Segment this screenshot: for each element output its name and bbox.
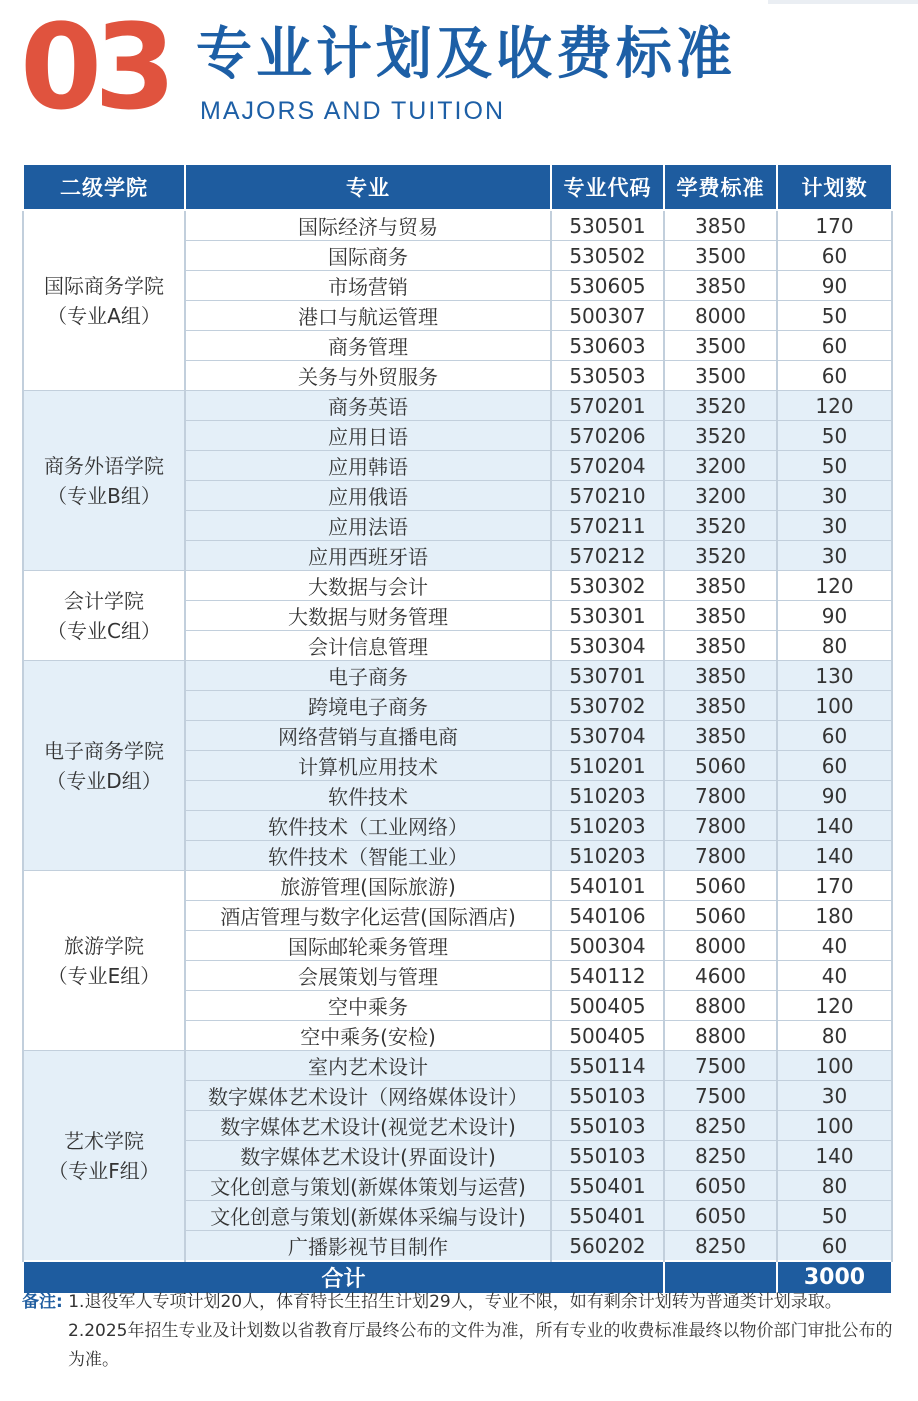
major-cell: 国际邮轮乘务管理 — [185, 931, 551, 961]
code-cell: 530701 — [551, 661, 664, 691]
major-cell: 大数据与会计 — [185, 571, 551, 601]
table-row — [23, 1051, 892, 1081]
section-number: 03 — [20, 8, 169, 120]
code-cell: 550103 — [551, 1141, 664, 1171]
fee-cell: 3850 — [664, 691, 777, 721]
college-group: （专业A组） — [47, 303, 161, 328]
code-cell: 540101 — [551, 871, 664, 901]
plan-cell: 80 — [777, 1171, 892, 1201]
page-header — [0, 0, 918, 150]
code-cell: 530704 — [551, 721, 664, 751]
major-cell: 数字媒体艺术设计（网络媒体设计） — [185, 1081, 551, 1111]
code-cell: 570206 — [551, 421, 664, 451]
major-cell: 酒店管理与数字化运营(国际酒店) — [185, 901, 551, 931]
code-cell: 500304 — [551, 931, 664, 961]
plan-cell: 30 — [777, 541, 892, 571]
plan-cell: 30 — [777, 1081, 892, 1111]
plan-cell: 100 — [777, 1111, 892, 1141]
fee-cell: 3520 — [664, 541, 777, 571]
plan-cell: 100 — [777, 691, 892, 721]
fee-cell: 5060 — [664, 871, 777, 901]
table-header — [23, 164, 892, 210]
table-row — [23, 571, 892, 601]
code-cell: 530502 — [551, 241, 664, 271]
plan-cell: 60 — [777, 331, 892, 361]
college-name: 会计学院 — [64, 588, 144, 613]
fee-cell: 5060 — [664, 901, 777, 931]
code-cell: 560202 — [551, 1231, 664, 1262]
fee-cell: 8800 — [664, 1021, 777, 1051]
code-cell: 540112 — [551, 961, 664, 991]
major-cell: 室内艺术设计 — [185, 1051, 551, 1081]
notes-label: 备注: — [22, 1292, 63, 1312]
major-cell: 空中乘务 — [185, 991, 551, 1021]
college-name: 商务外语学院 — [44, 453, 164, 478]
plan-cell: 60 — [777, 241, 892, 271]
fee-cell: 6050 — [664, 1171, 777, 1201]
fee-cell: 7500 — [664, 1081, 777, 1111]
major-cell: 数字媒体艺术设计(视觉艺术设计) — [185, 1111, 551, 1141]
major-cell: 应用西班牙语 — [185, 541, 551, 571]
majors-table — [22, 163, 893, 1295]
plan-cell: 60 — [777, 721, 892, 751]
major-cell: 软件技术 — [185, 781, 551, 811]
plan-cell: 60 — [777, 361, 892, 391]
fee-cell: 3520 — [664, 391, 777, 421]
college-group: （专业E组） — [47, 963, 161, 988]
fee-cell: 8250 — [664, 1111, 777, 1141]
plan-cell: 30 — [777, 481, 892, 511]
note-1-text: 1.退役军人专项计划20人，体育特长生招生计划29人，专业不限，如有剩余计划转为普通类计划录取。 — [68, 1292, 842, 1312]
fee-cell: 8250 — [664, 1231, 777, 1262]
major-cell: 软件技术（工业网络） — [185, 811, 551, 841]
corner-decoration — [768, 0, 918, 4]
college-cell — [23, 1051, 185, 1262]
college-name: 艺术学院 — [64, 1128, 144, 1153]
fee-cell: 3200 — [664, 481, 777, 511]
plan-cell: 60 — [777, 1231, 892, 1262]
fee-cell: 8000 — [664, 301, 777, 331]
major-cell: 会展策划与管理 — [185, 961, 551, 991]
major-cell: 跨境电子商务 — [185, 691, 551, 721]
fee-cell: 3850 — [664, 721, 777, 751]
fee-cell: 3520 — [664, 511, 777, 541]
code-cell: 530503 — [551, 361, 664, 391]
header-plan: 计划数 — [777, 164, 892, 210]
fee-cell: 3500 — [664, 331, 777, 361]
code-cell: 500307 — [551, 301, 664, 331]
major-cell: 关务与外贸服务 — [185, 361, 551, 391]
fee-cell: 3850 — [664, 210, 777, 241]
fee-cell: 8800 — [664, 991, 777, 1021]
major-cell: 旅游管理(国际旅游) — [185, 871, 551, 901]
plan-cell: 120 — [777, 391, 892, 421]
code-cell: 510203 — [551, 811, 664, 841]
plan-cell: 50 — [777, 451, 892, 481]
fee-cell: 5060 — [664, 751, 777, 781]
major-cell: 空中乘务(安检) — [185, 1021, 551, 1051]
code-cell: 570211 — [551, 511, 664, 541]
fee-cell: 7800 — [664, 841, 777, 871]
major-cell: 电子商务 — [185, 661, 551, 691]
code-cell: 530304 — [551, 631, 664, 661]
code-cell: 550103 — [551, 1111, 664, 1141]
plan-cell: 170 — [777, 210, 892, 241]
college-group: （专业D组） — [46, 768, 162, 793]
major-cell: 数字媒体艺术设计(界面设计) — [185, 1141, 551, 1171]
fee-cell: 7800 — [664, 781, 777, 811]
fee-cell: 3520 — [664, 421, 777, 451]
fee-cell: 4600 — [664, 961, 777, 991]
code-cell: 570212 — [551, 541, 664, 571]
page-subtitle: MAJORS AND TUITION — [200, 97, 506, 125]
plan-cell: 180 — [777, 901, 892, 931]
plan-cell: 60 — [777, 751, 892, 781]
plan-cell: 140 — [777, 841, 892, 871]
code-cell: 550401 — [551, 1201, 664, 1231]
college-name: 电子商务学院 — [44, 738, 164, 763]
header-code: 专业代码 — [551, 164, 664, 210]
major-cell: 应用法语 — [185, 511, 551, 541]
plan-cell: 40 — [777, 931, 892, 961]
code-cell: 550114 — [551, 1051, 664, 1081]
code-cell: 530605 — [551, 271, 664, 301]
major-cell: 商务管理 — [185, 331, 551, 361]
header-fee: 学费标准 — [664, 164, 777, 210]
major-cell: 市场营销 — [185, 271, 551, 301]
fee-cell: 3200 — [664, 451, 777, 481]
table-body — [23, 210, 892, 1261]
college-cell — [23, 661, 185, 871]
plan-cell: 90 — [777, 271, 892, 301]
major-cell: 国际经济与贸易 — [185, 210, 551, 241]
fee-cell: 8250 — [664, 1141, 777, 1171]
fee-cell: 3850 — [664, 601, 777, 631]
major-cell: 会计信息管理 — [185, 631, 551, 661]
college-name: 国际商务学院 — [44, 273, 164, 298]
major-cell: 软件技术（智能工业） — [185, 841, 551, 871]
major-cell: 文化创意与策划(新媒体策划与运营) — [185, 1171, 551, 1201]
code-cell: 510203 — [551, 841, 664, 871]
major-cell: 文化创意与策划(新媒体采编与设计) — [185, 1201, 551, 1231]
fee-cell: 7500 — [664, 1051, 777, 1081]
code-cell: 510201 — [551, 751, 664, 781]
total-value: 3000 — [777, 1261, 892, 1294]
major-cell: 应用韩语 — [185, 451, 551, 481]
code-cell: 570204 — [551, 451, 664, 481]
fee-cell: 3500 — [664, 361, 777, 391]
header-college: 二级学院 — [23, 164, 185, 210]
plan-cell: 50 — [777, 301, 892, 331]
fee-cell: 7800 — [664, 811, 777, 841]
college-cell — [23, 391, 185, 571]
code-cell: 530603 — [551, 331, 664, 361]
code-cell: 530501 — [551, 210, 664, 241]
table-row — [23, 661, 892, 691]
code-cell: 540106 — [551, 901, 664, 931]
college-cell — [23, 571, 185, 661]
fee-cell: 3500 — [664, 241, 777, 271]
table-row — [23, 871, 892, 901]
table-row — [23, 391, 892, 421]
code-cell: 530702 — [551, 691, 664, 721]
college-group: （专业C组） — [47, 618, 161, 643]
major-cell: 大数据与财务管理 — [185, 601, 551, 631]
plan-cell: 90 — [777, 601, 892, 631]
plan-cell: 140 — [777, 811, 892, 841]
table-row — [23, 210, 892, 241]
fee-cell: 3850 — [664, 271, 777, 301]
fee-cell: 3850 — [664, 631, 777, 661]
major-cell: 国际商务 — [185, 241, 551, 271]
code-cell: 530302 — [551, 571, 664, 601]
major-cell: 广播影视节目制作 — [185, 1231, 551, 1262]
plan-cell: 120 — [777, 991, 892, 1021]
code-cell: 550401 — [551, 1171, 664, 1201]
college-group: （专业F组） — [48, 1158, 160, 1183]
code-cell: 510203 — [551, 781, 664, 811]
plan-cell: 100 — [777, 1051, 892, 1081]
plan-cell: 170 — [777, 871, 892, 901]
fee-cell: 3850 — [664, 661, 777, 691]
note-1 — [22, 1288, 898, 1317]
major-cell: 网络营销与直播电商 — [185, 721, 551, 751]
major-cell: 港口与航运管理 — [185, 301, 551, 331]
college-group: （专业B组） — [47, 483, 161, 508]
plan-cell: 30 — [777, 511, 892, 541]
plan-cell: 130 — [777, 661, 892, 691]
plan-cell: 50 — [777, 421, 892, 451]
plan-cell: 40 — [777, 961, 892, 991]
code-cell: 500405 — [551, 991, 664, 1021]
college-cell — [23, 871, 185, 1051]
major-cell: 应用俄语 — [185, 481, 551, 511]
total-label: 合计 — [23, 1261, 664, 1294]
fee-cell: 6050 — [664, 1201, 777, 1231]
plan-cell: 90 — [777, 781, 892, 811]
notes — [22, 1288, 898, 1375]
page-title: 专业计划及收费标准 — [196, 22, 736, 87]
plan-cell: 80 — [777, 1021, 892, 1051]
college-name: 旅游学院 — [64, 933, 144, 958]
college-cell — [23, 210, 185, 391]
code-cell: 500405 — [551, 1021, 664, 1051]
code-cell: 530301 — [551, 601, 664, 631]
fee-cell: 8000 — [664, 931, 777, 961]
plan-cell: 140 — [777, 1141, 892, 1171]
plan-cell: 50 — [777, 1201, 892, 1231]
fee-cell: 3850 — [664, 571, 777, 601]
plan-cell: 80 — [777, 631, 892, 661]
code-cell: 570210 — [551, 481, 664, 511]
major-cell: 应用日语 — [185, 421, 551, 451]
note-2: 2.2025年招生专业及计划数以省教育厅最终公布的文件为准，所有专业的收费标准最终以物价部门审批公布的为准。 — [68, 1321, 893, 1370]
header-major: 专业 — [185, 164, 551, 210]
plan-cell: 120 — [777, 571, 892, 601]
major-cell: 商务英语 — [185, 391, 551, 421]
code-cell: 570201 — [551, 391, 664, 421]
code-cell: 550103 — [551, 1081, 664, 1111]
major-cell: 计算机应用技术 — [185, 751, 551, 781]
